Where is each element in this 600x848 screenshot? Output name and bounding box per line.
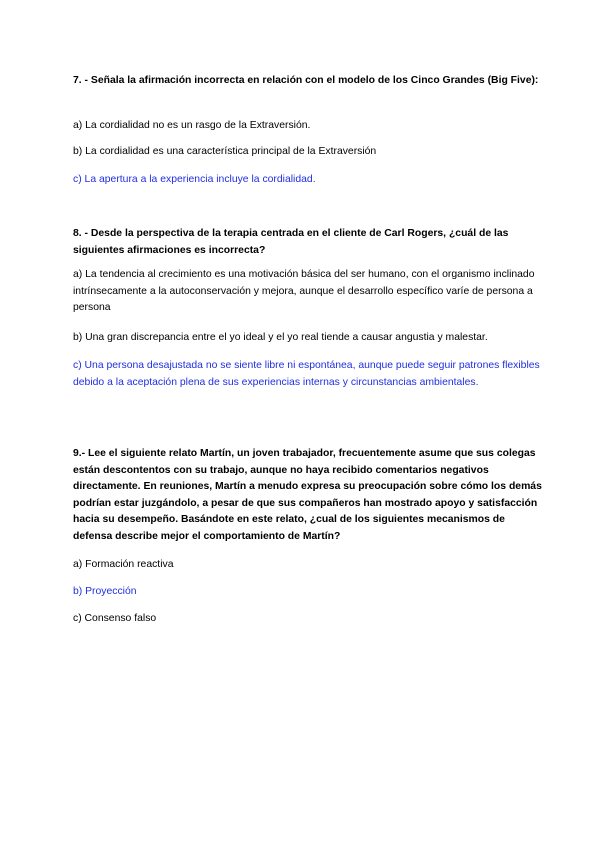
question-8-option-b: b) Una gran discrepancia entre el yo ideal y el yo real tiende a causar angustia y malestar.	[73, 332, 488, 343]
question-7: 7. - Señala la afirmación incorrecta en relación con el modelo de los Cinco Grandes (Big Five):	[73, 75, 539, 86]
question-7-option-a: a) La cordialidad no es un rasgo de la Extraversión.	[73, 120, 311, 131]
question-7-option-b: b) La cordialidad es una característica principal de la Extraversión	[73, 146, 377, 157]
question-8: 8. - Desde la perspectiva de la terapia centrada en el cliente de Carl Rogers, ¿cuál de las siguientes afirmaciones es incorrecta?	[73, 228, 509, 256]
question-9: 9.- Lee el siguiente relato Martín, un joven trabajador, frecuentemente asume que sus colegas están descontentos con su trabajo, aunque no haya recibido comentarios negativos directamente. En reuniones, Martín a menudo expresa su preocupación sobre cómo los demás podrían estar juzgándolo, a pesar de que sus compañeros han mostrado apoyo y satisfacción hacia su desempeño. Basándote en este relato, ¿cual de los siguientes mecanismos de defensa describe mejor el comportamiento de Martín?	[73, 448, 542, 542]
question-9-option-b-correct: b) Proyección	[73, 586, 137, 597]
question-8-option-a: a) La tendencia al crecimiento es una motivación básica del ser humano, con el organismo inclinado intrínsecamente a la autoconservación y mejora, aunque el desarrollo específico varíe de persona a persona	[73, 269, 535, 313]
question-8-option-c-correct: c) Una persona desajustada no se siente libre ni espontánea, aunque puede seguir patrones flexibles debido a la aceptación plena de sus experiencias internas y circunstancias ambientales.	[73, 360, 540, 388]
question-7-option-c-correct: c) La apertura a la experiencia incluye la cordialidad.	[73, 174, 316, 185]
question-9-option-a: a) Formación reactiva	[73, 559, 174, 570]
question-9-option-c: c) Consenso falso	[73, 613, 157, 624]
